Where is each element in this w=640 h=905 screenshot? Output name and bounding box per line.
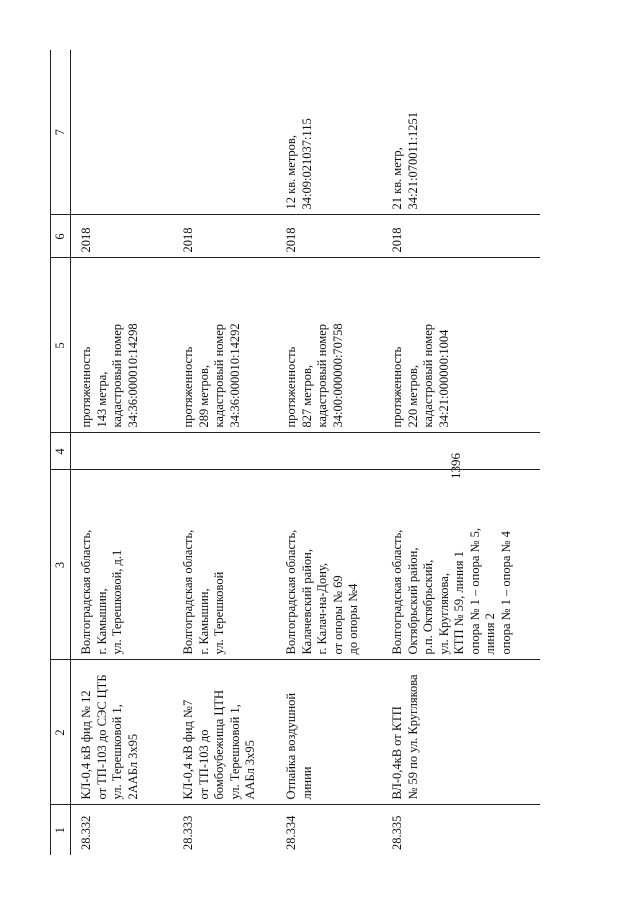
column-header-1: 1	[51, 805, 71, 855]
object-characteristics: протяженность 827 метров, кадастровый номер 34:00:000000:70758	[276, 258, 382, 433]
page-number: 1396	[448, 453, 463, 479]
column-header-6: 6	[51, 215, 71, 258]
year-cell: 2018	[276, 215, 382, 258]
object-name: КЛ-0,4 кВ фид № 12 от ТП-103 до СЭС ЦТБ ул. Терешковой 1, 2ААБл 3х95	[71, 660, 174, 805]
column-7-cell: 12 кв. метров, 34:09:021037:115	[276, 50, 382, 215]
column-4-cell	[382, 433, 540, 470]
object-name: ВЛ-0,4кВ от КТП № 59 по ул. Круглякова	[382, 660, 540, 805]
object-location: Волгоградская область, Октябрьский район, р.п. Октябрьский, ул. Круглякова, КТП № 59, линия 1 опора № 1 – опора № 5, линия 2 опора № 1 – опора № 4	[382, 470, 540, 660]
column-7-cell	[173, 50, 276, 215]
column-header-4: 4	[51, 433, 71, 470]
object-name: КЛ-0,4 кВ фид №7 от ТП-103 до бомбоубежища ЦТН ул. Терешковой 1, ААБл 3х95	[173, 660, 276, 805]
object-characteristics: протяженность 220 метров, кадастровый номер 34:21:000000:1004	[382, 258, 540, 433]
rotated-page-content	[50, 50, 636, 855]
row-number: 28.334	[284, 815, 298, 850]
row-number: 28.332	[79, 815, 93, 850]
object-characteristics: протяженность 289 метров, кадастровый номер 34:36:000010:14292	[173, 258, 276, 433]
table-row	[382, 50, 540, 855]
year-cell: 2018	[382, 215, 540, 258]
table-row	[173, 50, 276, 855]
column-7-cell: 21 кв. метр, 34:21:070011:1251	[382, 50, 540, 215]
year-cell: 2018	[71, 215, 174, 258]
object-name: Отпайка воздушной линии	[276, 660, 382, 805]
row-number: 28.333	[181, 815, 195, 850]
column-4-cell	[71, 433, 174, 470]
objects-table	[50, 50, 540, 855]
column-header-2: 2	[51, 660, 71, 805]
table-row	[71, 50, 174, 855]
column-4-cell	[276, 433, 382, 470]
object-location: Волгоградская область, г. Камышин, ул. Терешковой, д.1	[71, 470, 174, 660]
row-number: 28.335	[390, 815, 404, 850]
header-row	[51, 50, 71, 855]
object-location: Волгоградская область, г. Камышин, ул. Терешковой	[173, 470, 276, 660]
object-location: Волгоградская область, Калачевский район, г. Калач-на-Дону, от опоры № 69 до опоры №4	[276, 470, 382, 660]
column-7-cell	[71, 50, 174, 215]
object-characteristics: протяженность 143 метра, кадастровый номер 34:36:000010:14298	[71, 258, 174, 433]
column-header-3: 3	[51, 470, 71, 660]
column-4-cell	[173, 433, 276, 470]
year-cell: 2018	[173, 215, 276, 258]
column-header-7: 7	[51, 50, 71, 215]
column-header-5: 5	[51, 258, 71, 433]
table-row	[276, 50, 382, 855]
